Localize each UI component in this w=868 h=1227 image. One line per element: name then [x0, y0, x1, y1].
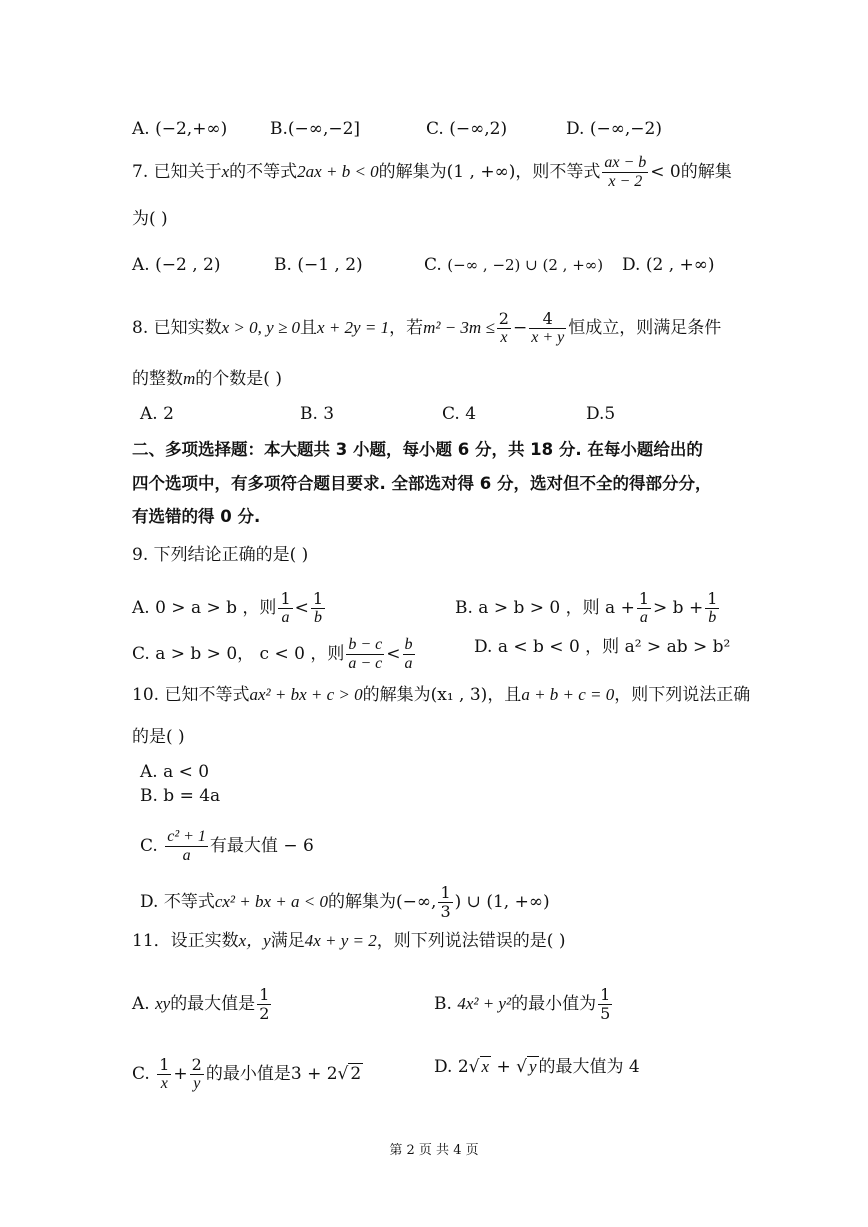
section2-line3: 有选错的得 0 分.: [132, 507, 261, 526]
q7-option-a: A. (−2 , 2): [132, 255, 221, 275]
q6-option-b: B.(−∞,−2]: [270, 119, 361, 139]
q8-stem-line2: 的整数m的个数是( ): [132, 369, 282, 389]
q9-option-a: A. 0 > a > b ，则 $\frac{1}{a}$ < $\frac{1}{b}$: [132, 589, 324, 626]
q9-option-b: B. a > b > 0 ，则 a + $\frac{1}{a}$ > b + $\frac{1}{b}$: [455, 589, 718, 626]
q6-option-c: C. (−∞,2): [426, 119, 508, 139]
q9b-fraction-2: $\frac{1}{b}$: [707, 589, 718, 626]
q10-stem-line2: 的是( ): [132, 727, 185, 747]
q9-option-d: D. a < b < 0 ，则 a² > ab > b²: [474, 637, 731, 657]
q9c-fraction-2: $\frac{b}{a}$: [404, 636, 413, 672]
q11c-fraction-2: $\frac{2}{y}$: [191, 1055, 202, 1092]
q8-option-c: C. 4: [442, 404, 477, 424]
q11c-fraction-1: $\frac{1}{x}$: [159, 1055, 170, 1092]
q8-option-d: D.5: [586, 404, 616, 424]
q8-option-b: B. 3: [300, 404, 335, 424]
page-footer: 第 2 页 共 4 页: [389, 1143, 479, 1158]
q8-option-a: A. 2: [140, 404, 174, 424]
q11-stem: 11．设正实数x，y满足4x + y = 2，则下列说法错误的是( ): [132, 931, 566, 951]
q10-option-a: A. a < 0: [140, 762, 210, 782]
q8-fraction-1: $\frac{2}{x}$: [498, 309, 509, 346]
q10-option-d: D. 不等式cx² + bx + a < 0的解集为(−∞, $\frac{1}{3}$ ) ∪ (1, +∞): [140, 883, 550, 921]
section2-line2: 四个选项中，有多项符合题目要求. 全部选对得 6 分，选对但不全的得部分分，: [132, 474, 712, 493]
q9-option-c: C. a > b > 0， c < 0 ，则 $\frac{b - c}{a - c}$ < $\frac{b}{a}$: [132, 636, 413, 672]
q11-option-c: C. $\frac{1}{x}$ + $\frac{2}{y}$ 的最小值是3 + 2√ 2: [132, 1055, 362, 1092]
q8-stem: 8. 已知实数x > 0, y ≥ 0且x + 2y = 1，若m² − 3m ≤ $\frac{2}{x}$ − $\frac{4}{x + y}$ 恒成立，则满足条件: [132, 309, 722, 346]
q10-stem: 10. 已知不等式ax² + bx + c > 0的解集为(x₁ , 3)，且a + b + c = 0，则下列说法正确: [132, 685, 751, 705]
q9a-fraction-1: $\frac{1}{a}$: [280, 589, 291, 626]
q10-option-c: C. $\frac{\text{c² + 1}}{a}$ 有最大值 − 6: [140, 828, 314, 864]
q7-option-c: C. (−∞ , −2) ∪ (2 , +∞): [424, 255, 604, 275]
q11-option-d: D. 2√ x + √ y 的最大值为 4: [434, 1057, 640, 1077]
q11-option-a: A. xy的最大值是 $\frac{1}{2}$: [132, 985, 270, 1023]
q8-fraction-2: $\frac{4}{x + y}$: [531, 309, 565, 346]
q7-stem: 7. 已知关于x的不等式2ax + b < 0的解集为(1 , +∞)，则不等式 $\frac{ax - b}{x - 2}$ < 0的解集: [132, 154, 732, 190]
q7-fraction: $\frac{ax - b}{x - 2}$: [604, 154, 647, 190]
q10-option-b: B. b = 4a: [140, 786, 221, 806]
q7-option-d: D. (2 , +∞): [622, 255, 715, 275]
q9-stem: 9. 下列结论正确的是( ): [132, 545, 309, 565]
q9a-fraction-2: $\frac{1}{b}$: [312, 589, 324, 626]
q7-option-b: B. (−1 , 2): [274, 255, 363, 275]
q10d-fraction: $\frac{1}{3}$: [440, 883, 451, 921]
q7-stem-line2: 为( ): [132, 209, 168, 229]
q6-option-a: A. (−2,+∞): [132, 119, 228, 139]
q10c-fraction: $\frac{\text{c² + 1}}{a}$: [167, 828, 206, 864]
section2-line1: 二、多项选择题：本大题共 3 小题，每小题 6 分，共 18 分. 在每小题给出的: [132, 440, 703, 459]
q9b-fraction-1: $\frac{1}{a}$: [638, 589, 650, 626]
q11b-fraction: $\frac{1}{5}$: [600, 985, 611, 1023]
q11-option-b: B. 4x² + y²的最小值为 $\frac{1}{5}$: [434, 985, 611, 1023]
q9c-fraction-1: $\frac{b - c}{a - c}$: [348, 636, 383, 672]
q6-option-d: D. (−∞,−2): [566, 119, 662, 139]
q11a-fraction: $\frac{1}{2}$: [259, 985, 270, 1023]
